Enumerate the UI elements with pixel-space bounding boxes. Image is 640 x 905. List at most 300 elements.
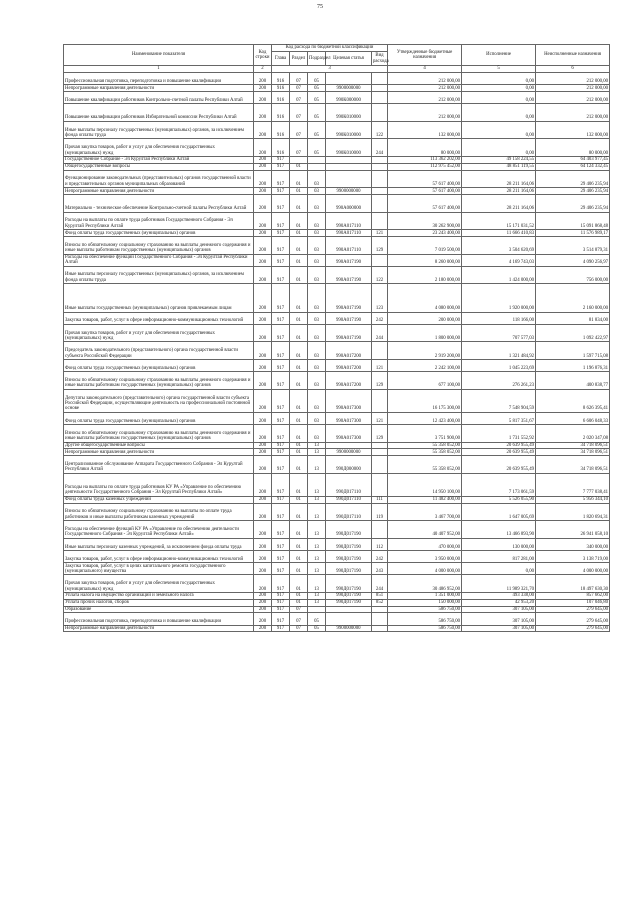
row-podrazdel: 05 xyxy=(308,91,326,103)
row-code: 200 xyxy=(254,360,272,372)
row-vr: 242 xyxy=(372,312,388,324)
row-podrazdel: 03 xyxy=(308,412,326,424)
row-approved: 586 750,00 xyxy=(388,606,462,613)
row-executed: 493 338,00 xyxy=(462,592,536,599)
row-executed: 1 045 223,69 xyxy=(462,360,536,372)
row-csr: 990А017200 xyxy=(326,372,372,390)
row-name: Расходы на обеспечение функций КУ РА «Управление по обеспечению деятельности Государственного Собрания - Эл Курултай Республики Алтай» xyxy=(64,521,254,539)
row-podrazdel: 13 xyxy=(308,521,326,539)
row-razdel: 01 xyxy=(290,194,308,212)
row-approved: 57 617 400,00 xyxy=(388,170,462,188)
row-csr: 990А017190 xyxy=(326,284,372,312)
row-razdel: 01 xyxy=(290,425,308,443)
row-unexecuted: 2 160 000,00 xyxy=(536,284,610,312)
row-razdel: 01 xyxy=(290,170,308,188)
row-code: 200 xyxy=(254,284,272,312)
row-grbs: 916 xyxy=(272,121,290,139)
row-vr: 112 xyxy=(372,538,388,550)
row-csr: 990А017300 xyxy=(326,412,372,424)
row-executed: 5 817 351,67 xyxy=(462,412,536,424)
row-podrazdel: 03 xyxy=(308,372,326,390)
row-csr xyxy=(326,170,372,188)
header-razdel: Раздел xyxy=(290,52,308,66)
row-name: Иные выплаты персоналу государственных (муниципальных) органов, за исключением фонда оплаты труда xyxy=(64,266,254,284)
row-csr: 990А017200 xyxy=(326,342,372,360)
row-code: 200 xyxy=(254,613,272,625)
row-executed: 5 526 055,90 xyxy=(462,496,536,503)
row-name: Взносы по обязательному социальному страхованию на выплаты денежного содержания и иные выплаты работникам государственных (муниципальных) органов xyxy=(64,425,254,443)
header-grbs: Глава xyxy=(272,52,290,66)
row-podrazdel: 03 xyxy=(308,312,326,324)
row-unexecuted: 64 403 977,45 xyxy=(536,156,610,163)
row-podrazdel: 13 xyxy=(308,503,326,521)
row-unexecuted: 80 000,00 xyxy=(536,139,610,157)
table-row xyxy=(64,163,610,170)
row-vr: 122 xyxy=(372,266,388,284)
row-vr xyxy=(372,625,388,632)
header-name: Наименование показателя xyxy=(64,45,254,66)
row-razdel: 07 xyxy=(290,91,308,103)
row-code: 200 xyxy=(254,449,272,456)
row-executed: 118 166,00 xyxy=(462,312,536,324)
row-name: Централизованное обслуживание Аппарата Государственного Собрания - Эл Курултай Республики Алтай xyxy=(64,456,254,474)
row-unexecuted: 107 046,80 xyxy=(536,599,610,606)
row-grbs: 916 xyxy=(272,73,290,85)
row-approved: 200 000,00 xyxy=(388,312,462,324)
row-unexecuted: 11 576 989,17 xyxy=(536,230,610,237)
row-approved: 113 362 202,00 xyxy=(388,156,462,163)
row-code: 200 xyxy=(254,599,272,606)
row-grbs: 917 xyxy=(272,188,290,195)
row-vr: 851 xyxy=(372,592,388,599)
column-number: 5 xyxy=(462,66,536,73)
row-approved: 80 000,00 xyxy=(388,139,462,157)
row-podrazdel: 13 xyxy=(308,496,326,503)
row-csr: 990Д017110 xyxy=(326,473,372,496)
header-classification-group: Код расхода по бюджетной классификации xyxy=(272,45,388,52)
header-vr: Вид расхода xyxy=(373,53,389,64)
row-vr xyxy=(372,194,388,212)
row-unexecuted: 4 000 000,00 xyxy=(536,563,610,575)
row-name: Расходы на выплаты по оплате труда работников КУ РА «Управление по обеспечению деятельности Государственного Собрания - Эл Курултай Республики Алтай» xyxy=(64,473,254,496)
row-approved: 11 482 400,00 xyxy=(388,496,462,503)
table-row xyxy=(64,425,610,443)
row-grbs: 917 xyxy=(272,312,290,324)
row-code: 200 xyxy=(254,312,272,324)
row-approved: 16 175 300,00 xyxy=(388,389,462,412)
row-vr: 129 xyxy=(372,425,388,443)
row-grbs: 917 xyxy=(272,324,290,342)
row-code: 200 xyxy=(254,456,272,474)
row-approved: 8 260 000,00 xyxy=(388,254,462,266)
row-approved: 132 000,00 xyxy=(388,121,462,139)
row-vr xyxy=(372,170,388,188)
row-unexecuted: 29 406 235,94 xyxy=(536,188,610,195)
row-grbs: 917 xyxy=(272,599,290,606)
row-csr: 9900000000 xyxy=(326,625,372,632)
row-csr: 990К000000 xyxy=(326,91,372,103)
row-vr xyxy=(372,104,388,122)
row-podrazdel: 03 xyxy=(308,425,326,443)
row-approved: 55 358 052,00 xyxy=(388,449,462,456)
row-razdel: 01 xyxy=(290,412,308,424)
row-name: Депутаты законодательного (представительного) органа государственной власти субъекта Российской Федерации, осуществляющие деятельность на профессиональной постоянной основе xyxy=(64,389,254,412)
row-grbs: 916 xyxy=(272,91,290,103)
row-code: 200 xyxy=(254,236,272,254)
row-executed: 130 000,00 xyxy=(462,538,536,550)
row-name: Иные выплаты государственных (муниципальных) органов привлекаемым лицам xyxy=(64,284,254,312)
row-razdel: 01 xyxy=(290,599,308,606)
row-code: 200 xyxy=(254,188,272,195)
row-name: Общегосударственные вопросы xyxy=(64,163,254,170)
row-csr: 990А017190 xyxy=(326,266,372,284)
row-podrazdel: 03 xyxy=(308,170,326,188)
row-vr: 852 xyxy=(372,599,388,606)
header-unexecuted: Неисполненные назначения xyxy=(536,45,610,66)
row-csr: 990Д017110 xyxy=(326,503,372,521)
row-grbs: 916 xyxy=(272,104,290,122)
row-approved: 3 950 000,00 xyxy=(388,550,462,562)
table-row xyxy=(64,121,610,139)
column-number: 6 xyxy=(536,66,610,73)
table-row xyxy=(64,236,610,254)
row-csr: 990А017200 xyxy=(326,360,372,372)
row-executed: 13 466 893,90 xyxy=(462,521,536,539)
row-executed: 307 105,00 xyxy=(462,606,536,613)
table-row xyxy=(64,254,610,266)
row-podrazdel: 03 xyxy=(308,324,326,342)
row-vr xyxy=(372,442,388,449)
column-number: 4 xyxy=(388,66,462,73)
row-executed: 28 211 164,06 xyxy=(462,188,536,195)
row-grbs: 917 xyxy=(272,473,290,496)
row-unexecuted: 340 000,00 xyxy=(536,538,610,550)
row-razdel: 01 xyxy=(290,360,308,372)
row-podrazdel: 03 xyxy=(308,266,326,284)
row-approved: 212 000,00 xyxy=(388,73,462,85)
row-name: Повышение квалификации работников Избирательной комиссии Республики Алтай xyxy=(64,104,254,122)
row-vr: 121 xyxy=(372,230,388,237)
row-unexecuted: 34 718 096,51 xyxy=(536,456,610,474)
row-name: Фонд оплаты труда казенных учреждений xyxy=(64,496,254,503)
row-razdel: 01 xyxy=(290,188,308,195)
row-approved: 2 180 000,00 xyxy=(388,266,462,284)
row-unexecuted: 3 514 879,31 xyxy=(536,236,610,254)
row-podrazdel: 13 xyxy=(308,599,326,606)
row-podrazdel: 13 xyxy=(308,449,326,456)
row-unexecuted: 8 626 395,41 xyxy=(536,389,610,412)
row-razdel: 01 xyxy=(290,592,308,599)
row-razdel: 01 xyxy=(290,284,308,312)
row-unexecuted: 1 092 422,97 xyxy=(536,324,610,342)
row-vr xyxy=(372,156,388,163)
row-grbs: 917 xyxy=(272,538,290,550)
row-code: 200 xyxy=(254,425,272,443)
row-vr: 244 xyxy=(372,139,388,157)
row-csr xyxy=(326,73,372,85)
row-name: Государственное Собрание - Эл Курултай Республики Алтай xyxy=(64,156,254,163)
row-grbs: 916 xyxy=(272,139,290,157)
row-name: Повышение квалификации работников Контрольно-счетной палаты Республики Алтай xyxy=(64,91,254,103)
row-unexecuted: 857 662,00 xyxy=(536,592,610,599)
row-podrazdel: 03 xyxy=(308,342,326,360)
table-row xyxy=(64,613,610,625)
row-executed: 1 424 000,00 xyxy=(462,266,536,284)
row-vr: 122 xyxy=(372,121,388,139)
header-podrazdel: Подраздел xyxy=(308,52,326,66)
row-code: 200 xyxy=(254,563,272,575)
row-razdel: 01 xyxy=(290,163,308,170)
row-unexecuted: 1 597 715,08 xyxy=(536,342,610,360)
row-name: Непрограммные направления деятельности xyxy=(64,625,254,632)
row-grbs: 917 xyxy=(272,194,290,212)
row-csr: 9900000000 xyxy=(326,188,372,195)
row-name: Прочая закупка товаров, работ и услуг для обеспечения государственных (муниципальных) нужд xyxy=(64,324,254,342)
row-name: Уплата налога на имущество организаций и земельного налога xyxy=(64,592,254,599)
row-grbs: 917 xyxy=(272,550,290,562)
row-approved: 57 617 400,00 xyxy=(388,194,462,212)
row-unexecuted: 212 000,00 xyxy=(536,85,610,92)
row-grbs: 917 xyxy=(272,156,290,163)
row-podrazdel: 05 xyxy=(308,139,326,157)
row-csr xyxy=(326,156,372,163)
row-vr xyxy=(372,254,388,266)
row-razdel: 01 xyxy=(290,342,308,360)
row-csr: 990А017110 xyxy=(326,236,372,254)
row-vr: 121 xyxy=(372,412,388,424)
row-unexecuted: 29 406 235,94 xyxy=(536,194,610,212)
row-name: Прочая закупка товаров, работ и услуг для обеспечения государственных (муниципальных) нужд xyxy=(64,575,254,593)
row-csr xyxy=(326,613,372,625)
row-name: Взносы по обязательному социальному страхованию на выплаты денежного содержания и иные выплаты работникам государственных (муниципальных) органов xyxy=(64,236,254,254)
row-name: Взносы по обязательному социальному страхованию на выплаты денежного содержания и иные выплаты работникам государственных (муниципальных) органов xyxy=(64,372,254,390)
row-grbs: 917 xyxy=(272,284,290,312)
row-razdel: 01 xyxy=(290,575,308,593)
row-approved: 2 919 200,00 xyxy=(388,342,462,360)
table-row xyxy=(64,194,610,212)
row-csr xyxy=(326,163,372,170)
row-name: Уплата прочих налогов, сборов xyxy=(64,599,254,606)
row-code: 200 xyxy=(254,538,272,550)
row-code: 200 xyxy=(254,156,272,163)
header-code: Код строки xyxy=(254,45,272,66)
table-row xyxy=(64,170,610,188)
row-csr: 990А017110 xyxy=(326,212,372,230)
row-executed: 28 211 164,06 xyxy=(462,194,536,212)
row-code: 200 xyxy=(254,212,272,230)
row-vr: 121 xyxy=(372,360,388,372)
row-executed: 20 639 955,49 xyxy=(462,449,536,456)
row-razdel: 07 xyxy=(290,613,308,625)
row-razdel: 01 xyxy=(290,254,308,266)
row-razdel: 01 xyxy=(290,442,308,449)
row-csr: 9900000000 xyxy=(326,449,372,456)
row-unexecuted: 6 606 048,33 xyxy=(536,412,610,424)
row-csr: 990Д017110 xyxy=(326,496,372,503)
row-executed: 276 261,23 xyxy=(462,372,536,390)
row-razdel: 01 xyxy=(290,212,308,230)
table-row xyxy=(64,85,610,92)
row-approved: 677 100,00 xyxy=(388,372,462,390)
row-grbs: 916 xyxy=(272,85,290,92)
row-vr xyxy=(372,456,388,474)
row-code: 200 xyxy=(254,342,272,360)
row-approved: 12 423 400,00 xyxy=(388,412,462,424)
row-unexecuted: 400 838,77 xyxy=(536,372,610,390)
row-name: Профессиональная подготовка, переподготовка и повышение квалификации xyxy=(64,73,254,85)
row-unexecuted: 279 645,00 xyxy=(536,613,610,625)
row-name: Иные выплаты персоналу казенных учреждений, за исключением фонда оплаты труда xyxy=(64,538,254,550)
row-podrazdel: 03 xyxy=(308,194,326,212)
table-row xyxy=(64,473,610,496)
row-unexecuted: 279 645,00 xyxy=(536,625,610,632)
row-csr: 990Д017190 xyxy=(326,575,372,593)
row-vr: 123 xyxy=(372,284,388,312)
row-grbs: 917 xyxy=(272,372,290,390)
table-row xyxy=(64,139,610,157)
row-executed: 11 989 321,70 xyxy=(462,575,536,593)
page-number: 75 xyxy=(317,4,323,10)
row-grbs: 917 xyxy=(272,575,290,593)
row-unexecuted: 7 777 038,41 xyxy=(536,473,610,496)
header-approved: Утвержденные бюджетные назначения xyxy=(388,45,462,66)
table-row xyxy=(64,456,610,474)
row-grbs: 917 xyxy=(272,592,290,599)
table-row xyxy=(64,342,610,360)
row-podrazdel: 05 xyxy=(308,104,326,122)
table-row xyxy=(64,563,610,575)
row-csr: 990К010000 xyxy=(326,104,372,122)
row-unexecuted: 1 196 876,31 xyxy=(536,360,610,372)
row-grbs: 917 xyxy=(272,496,290,503)
row-csr: 990Д017190 xyxy=(326,538,372,550)
header-executed: Исполнение xyxy=(462,45,536,66)
row-csr: 990Д017190 xyxy=(326,599,372,606)
row-code: 200 xyxy=(254,230,272,237)
row-podrazdel: 13 xyxy=(308,442,326,449)
row-podrazdel: 03 xyxy=(308,188,326,195)
row-code: 200 xyxy=(254,170,272,188)
row-approved: 212 000,00 xyxy=(388,85,462,92)
row-executed: 307 105,00 xyxy=(462,613,536,625)
row-csr xyxy=(326,606,372,613)
row-razdel: 07 xyxy=(290,73,308,85)
row-grbs: 917 xyxy=(272,442,290,449)
row-podrazdel: 05 xyxy=(308,625,326,632)
row-csr xyxy=(326,442,372,449)
row-grbs: 917 xyxy=(272,170,290,188)
row-code: 200 xyxy=(254,521,272,539)
table-row xyxy=(64,360,610,372)
row-approved: 1 351 000,00 xyxy=(388,592,462,599)
row-code: 200 xyxy=(254,412,272,424)
row-code: 200 xyxy=(254,104,272,122)
table-row xyxy=(64,449,610,456)
row-approved: 470 000,00 xyxy=(388,538,462,550)
row-grbs: 917 xyxy=(272,230,290,237)
row-executed: 817 281,00 xyxy=(462,550,536,562)
row-razdel: 07 xyxy=(290,104,308,122)
row-unexecuted: 81 834,00 xyxy=(536,312,610,324)
row-podrazdel xyxy=(308,163,326,170)
row-podrazdel: 03 xyxy=(308,230,326,237)
row-csr: 990Д017190 xyxy=(326,550,372,562)
row-approved: 586 750,00 xyxy=(388,613,462,625)
row-name: Непрограммные направления деятельности xyxy=(64,188,254,195)
row-name: Другие общегосударственные вопросы xyxy=(64,442,254,449)
table-row xyxy=(64,496,610,503)
row-vr: 244 xyxy=(372,324,388,342)
row-grbs: 917 xyxy=(272,625,290,632)
table-row xyxy=(64,324,610,342)
row-grbs: 917 xyxy=(272,360,290,372)
table-row xyxy=(64,503,610,521)
row-executed: 11 666 410,83 xyxy=(462,230,536,237)
table-row xyxy=(64,266,610,284)
row-approved: 23 243 400,00 xyxy=(388,230,462,237)
table-row xyxy=(64,389,610,412)
row-name: Фонд оплаты труда государственных (муниципальных) органов xyxy=(64,230,254,237)
row-razdel: 01 xyxy=(290,550,308,562)
row-name: Закупка товаров, работ, услуг в сфере информационно-коммуникационных технологий xyxy=(64,312,254,324)
row-unexecuted: 34 718 096,51 xyxy=(536,449,610,456)
row-executed: 707 577,03 xyxy=(462,324,536,342)
row-executed: 7 173 061,59 xyxy=(462,473,536,496)
row-name: Профессиональная подготовка, переподготовка и повышение квалификации xyxy=(64,613,254,625)
table-row xyxy=(64,284,610,312)
row-grbs: 917 xyxy=(272,521,290,539)
column-number: 2 xyxy=(254,66,272,73)
row-code: 200 xyxy=(254,73,272,85)
row-podrazdel: 03 xyxy=(308,236,326,254)
row-podrazdel: 05 xyxy=(308,121,326,139)
row-grbs: 917 xyxy=(272,412,290,424)
row-razdel: 01 xyxy=(290,372,308,390)
row-grbs: 917 xyxy=(272,456,290,474)
table-row xyxy=(64,592,610,599)
row-approved: 1 800 000,00 xyxy=(388,324,462,342)
row-approved: 30 486 952,00 xyxy=(388,575,462,593)
row-podrazdel: 05 xyxy=(308,73,326,85)
row-unexecuted: 4 090 256,97 xyxy=(536,254,610,266)
row-grbs: 917 xyxy=(272,212,290,230)
row-podrazdel: 03 xyxy=(308,389,326,412)
row-code: 200 xyxy=(254,473,272,496)
row-grbs: 917 xyxy=(272,449,290,456)
row-grbs: 917 xyxy=(272,606,290,613)
row-name: Расходы на выплаты по оплате труда работников Государственного Собрания - Эл Курултай Республики Алтай xyxy=(64,212,254,230)
row-grbs: 917 xyxy=(272,254,290,266)
row-razdel: 01 xyxy=(290,324,308,342)
row-razdel: 01 xyxy=(290,473,308,496)
column-number: 3 xyxy=(272,66,388,73)
row-approved: 30 262 900,00 xyxy=(388,212,462,230)
row-unexecuted: 15 091 868,48 xyxy=(536,212,610,230)
row-grbs: 917 xyxy=(272,613,290,625)
row-approved: 586 750,00 xyxy=(388,625,462,632)
row-executed: 0,00 xyxy=(462,73,536,85)
table-row xyxy=(64,104,610,122)
row-vr xyxy=(372,342,388,360)
row-vr: 242 xyxy=(372,550,388,562)
row-code: 200 xyxy=(254,389,272,412)
row-podrazdel: 03 xyxy=(308,284,326,312)
row-name: Прочая закупка товаров, работ и услуг для обеспечения государственных (муниципальных) нужд xyxy=(64,139,254,157)
row-razdel: 01 xyxy=(290,266,308,284)
row-executed: 1 321 484,92 xyxy=(462,342,536,360)
row-grbs: 917 xyxy=(272,425,290,443)
row-name: Непрограммные направления деятельности xyxy=(64,85,254,92)
